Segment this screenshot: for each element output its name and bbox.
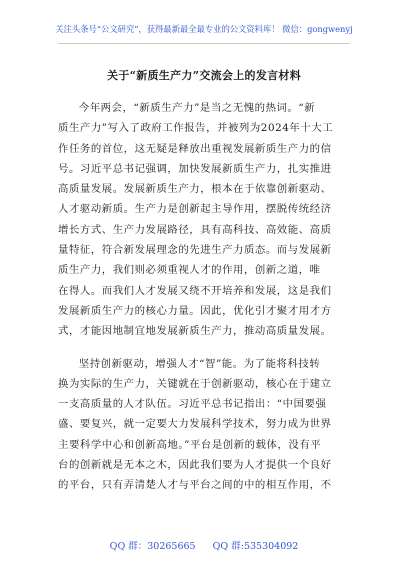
text-line: 的平台，只有弄清楚人才与平台之间的中的相互作用，不	[58, 479, 332, 492]
text-line: 换为实际的生产力，关键就在于创新驱动，核心在于建立	[58, 377, 332, 390]
text-line: 人才驱动新质。生产力是创新起主导作用，摆脱传统经济	[58, 203, 332, 216]
footer-contacts	[0, 538, 408, 552]
text-line: 量特征，符合新发展理念的先进生产力质态。而与发展新	[58, 244, 332, 257]
footer-qq-group-2: QQ 群:535304092	[212, 541, 299, 552]
text-line: 一支高质量的人才队伍。习近平总书记指出：“中国要强	[58, 398, 327, 411]
header-divider	[58, 43, 350, 44]
document-title: 关于“新质生产力”交流会上的发言材料	[106, 69, 302, 82]
text-line: 号。习近平总书记强调，加快发展新质生产力，扎实推进	[58, 162, 332, 175]
text-line: 主要科学中心和创新高地。”平台是创新的载体，没有平	[58, 438, 322, 451]
paragraph-gap	[58, 342, 354, 354]
header-notice: 关注头条号“公文研究”，获得最新最全最专业的公文资料库！ 微信：gongwenyj	[55, 24, 353, 34]
document-body	[58, 98, 354, 496]
text-line: 发展新质生产力的核心力量。因此，优化引才聚才用才方	[58, 304, 332, 317]
text-line: 坚持创新驱动，增强人才“智”能。为了能将科技转	[78, 357, 321, 370]
paragraph-1	[58, 98, 354, 342]
text-line: 盛、要复兴，就一定要大力发展科学技术，努力成为世界	[58, 418, 332, 431]
text-line: 在得人。而我们人才发展又绕不开培养和发展，这是我们	[58, 284, 332, 297]
text-line: 台的创新就是无本之木，因此我们要为人才提供一个良好	[58, 459, 332, 472]
paragraph-2	[58, 354, 354, 496]
text-line: 作任务的首位，这无疑是释放出重视发展新质生产力的信	[58, 142, 332, 155]
text-line: 质生产力，我们则必须重视人才的作用，创新之道，唯	[58, 264, 321, 277]
text-line: 质生产力”写入了政府工作报告，并被列为2024年十大工	[58, 122, 334, 135]
text-line: 今年两会，“新质生产力”是当之无愧的热词。“新	[78, 102, 316, 114]
text-line: 式，才能因地制宜地发展新质生产力，推动高质量发展。	[58, 325, 332, 338]
text-line: 增长方式、生产力发展路径，具有高科技、高效能、高质	[58, 223, 332, 236]
footer-qq-group-1: QQ 群：30265665	[109, 541, 196, 552]
text-line: 高质量发展。发展新质生产力，根本在于依靠创新驱动、	[58, 183, 332, 196]
